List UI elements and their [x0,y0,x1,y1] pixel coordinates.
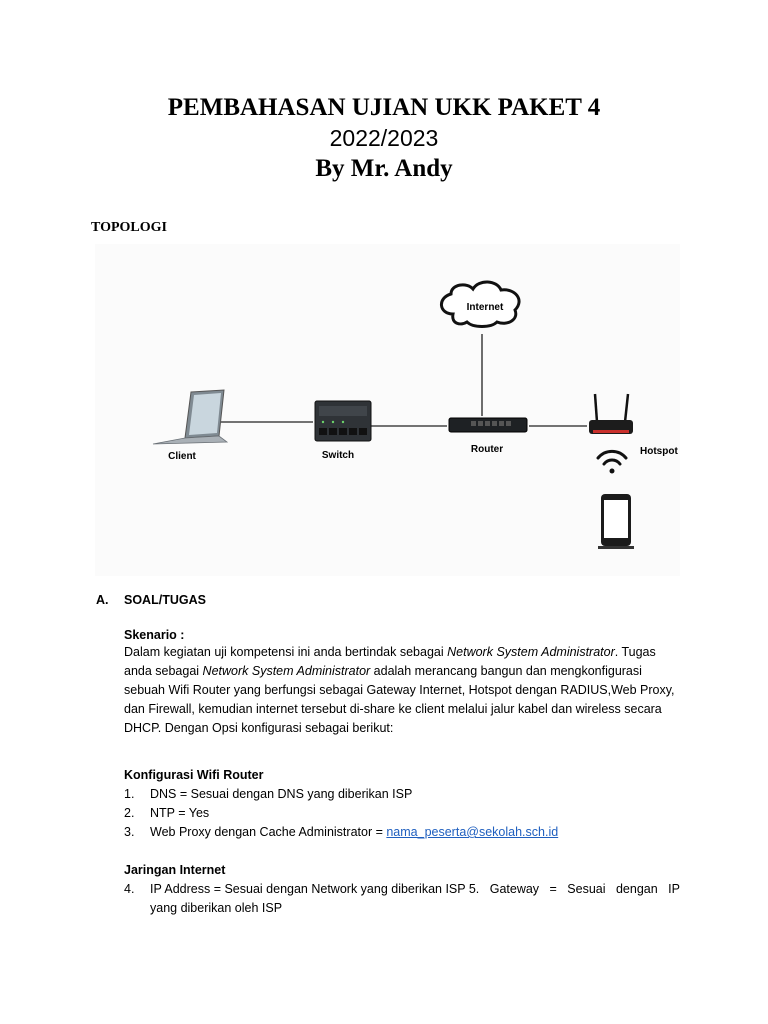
diagram-background [95,244,680,576]
list-item [124,804,558,823]
document-year: 2022/2023 [329,125,439,151]
wifi-router-list [124,785,558,842]
skenario-label: Skenario : [124,628,185,642]
item-number: 4. [124,882,135,896]
router-icon [449,418,527,432]
topologi-heading: TOPOLOGI [91,220,167,235]
item-number: 3. [124,825,135,839]
item-word: dengan [615,882,658,896]
skenario-role-1: Network System Administrator [447,645,615,659]
item-word: Sesuai [567,882,606,896]
item-word: IP [668,882,680,896]
item-text: DNS = Sesuai dengan DNS yang diberikan ISP [150,787,413,801]
item-number: 1. [124,787,135,801]
section-a-title: SOAL/TUGAS [124,593,206,607]
item-text-ip: IP Address = Sesuai dengan Network yang diberikan ISP 5. [150,882,480,896]
item-word: = [549,882,557,896]
list-item [124,785,558,804]
item-text: NTP = Yes [150,806,210,820]
jaringan-list [124,880,680,918]
section-a-number: A. [96,593,109,607]
item-second-line: yang diberikan oleh ISP [150,901,283,915]
skenario-text-2: . Tugas anda sebagai [124,645,656,678]
item-word: Gateway [489,882,540,896]
router-label: Router [470,444,504,455]
skenario-text-1: Dalam kegiatan uji kompetensi ini anda bertindak sebagai [124,645,448,659]
item-number: 2. [124,806,135,820]
section-a-heading [96,593,206,607]
jaringan-internet-heading: Jaringan Internet [124,863,226,877]
item-text-prefix: Web Proxy dengan Cache Administrator = [150,825,387,839]
document-title: PEMBAHASAN UJIAN UKK PAKET 4 [167,94,601,121]
hotspot-label: Hotspot [640,446,678,457]
switch-label: Switch [321,450,355,461]
switch-icon [315,401,371,441]
skenario-text-3: adalah merancang bangun dan mengkonfigurasi sebuah Wifi Router yang berfungsi sebagai Gateway Internet, Hotspot dengan RADIUS,Web Proxy, dan Firewall, kemudian internet tersebut di-share ke client melalui jalur kabel dan wireless secara DHCP. Dengan Opsi konfigurasi sebagai berikut: [124,664,675,735]
document-author: By Mr. Andy [315,155,453,182]
wifi-router-heading: Konfigurasi Wifi Router [124,768,264,782]
item-body [150,880,680,918]
email-link[interactable]: nama_peserta@sekolah.sch.id [386,825,559,839]
item-first-line [150,880,680,899]
topology-diagram [95,244,680,576]
skenario-paragraph [124,643,680,738]
smartphone-icon [598,494,634,549]
list-item [124,823,558,842]
client-label: Client [168,451,196,462]
item-text [150,823,558,842]
list-item [124,880,680,918]
internet-label: Internet [466,302,504,313]
skenario-role-2: Network System Administrator [202,664,371,678]
